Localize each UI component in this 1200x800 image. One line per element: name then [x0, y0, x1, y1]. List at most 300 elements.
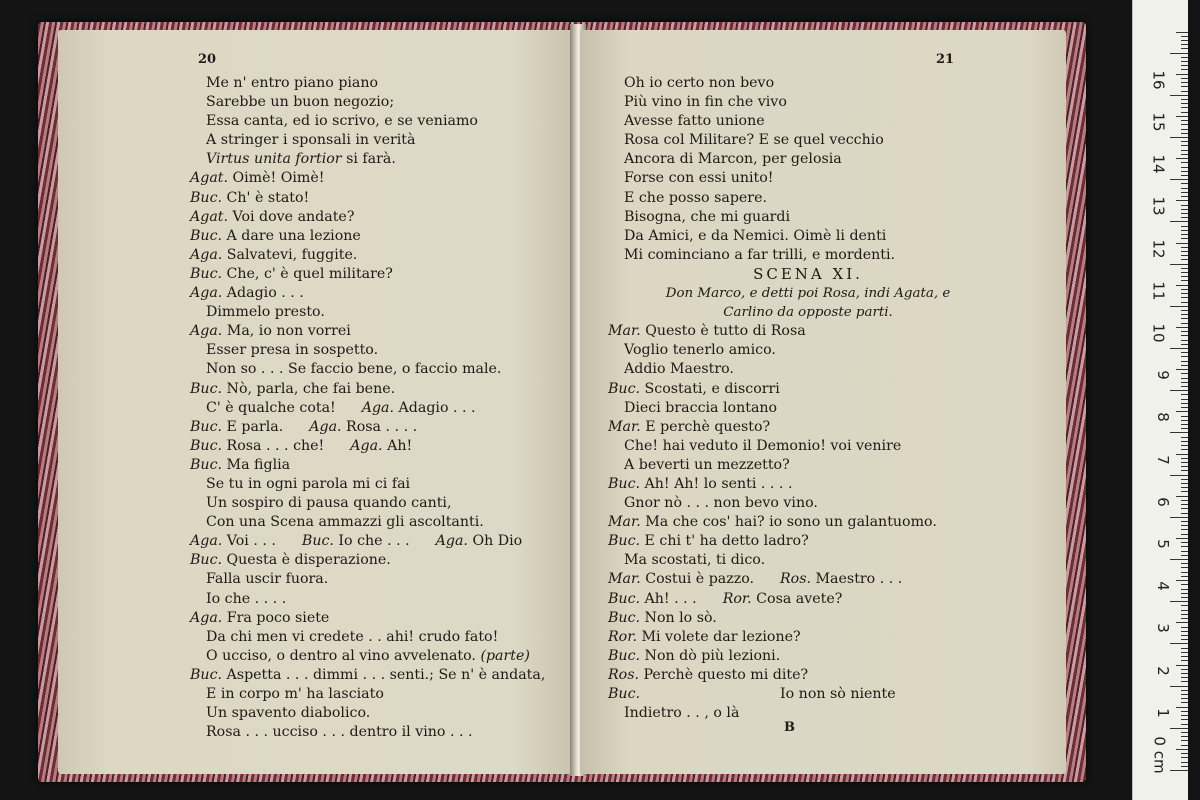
ruler-tick	[1181, 120, 1188, 121]
text-line	[608, 112, 1008, 131]
text-line	[190, 208, 545, 227]
ruler-tick	[1181, 230, 1188, 231]
ruler-tick	[1181, 394, 1188, 395]
ruler-tick	[1181, 698, 1188, 699]
ruler-tick	[1181, 631, 1188, 632]
ruler-tick	[1170, 643, 1188, 644]
ruler-tick	[1181, 162, 1188, 163]
ruler-tick	[1181, 323, 1188, 324]
ruler-tick	[1181, 677, 1188, 678]
speaker-name: Buc.	[608, 533, 641, 550]
line-text: Maestro . . .	[811, 571, 903, 588]
text-line	[190, 570, 545, 589]
ruler-tick	[1181, 69, 1188, 70]
ruler-tick	[1181, 361, 1188, 362]
speaker-name: Buc.	[608, 647, 641, 664]
ruler-tick	[1170, 559, 1188, 560]
ruler-tick	[1181, 483, 1188, 484]
ruler-tick	[1181, 344, 1188, 345]
speaker-name: Mar.	[608, 323, 641, 340]
ruler-tick	[1181, 238, 1188, 239]
ruler-number: 3	[1154, 623, 1173, 634]
ruler-tick	[1170, 475, 1188, 476]
line-text: Ma figlia	[222, 456, 291, 473]
right-page-text	[608, 74, 1008, 723]
line-text: Scostati, e discorri	[640, 380, 780, 397]
text-line	[608, 647, 1008, 666]
ruler-tick	[1176, 243, 1188, 244]
ruler-tick	[1181, 293, 1188, 294]
text-line	[190, 322, 545, 341]
line-text: E chi t' ha detto ladro?	[640, 533, 809, 550]
ruler-tick	[1181, 40, 1188, 41]
ruler-tick	[1181, 424, 1188, 425]
ruler-tick	[1181, 736, 1188, 737]
text-line	[190, 150, 545, 169]
ruler-tick	[1181, 715, 1188, 716]
ruler-tick	[1181, 251, 1188, 252]
ruler-tick	[1170, 95, 1188, 96]
text-line	[608, 341, 1008, 360]
ruler-tick	[1181, 171, 1188, 172]
ruler-tick	[1181, 99, 1188, 100]
ruler-tick	[1181, 513, 1188, 514]
line-text: Non so . . . Se faccio bene, o faccio male.	[206, 361, 502, 378]
text-line	[190, 590, 545, 609]
line-text: Ma, io non vorrei	[222, 323, 351, 340]
ruler-tick	[1176, 32, 1188, 33]
signature-mark: B	[784, 720, 795, 735]
speaker-name: Agat.	[190, 208, 228, 225]
ruler-tick	[1181, 618, 1188, 619]
speaker-name: Buc.	[190, 227, 223, 244]
line-text: Voi dove andate?	[228, 208, 355, 225]
speaker-name: Buc.	[190, 189, 223, 206]
ruler-tick	[1181, 584, 1188, 585]
text-line	[190, 685, 545, 704]
line-text: Mi volete dar lezione?	[636, 628, 801, 645]
text-line	[608, 380, 1008, 399]
ruler-tick	[1176, 749, 1188, 750]
ruler-tick	[1181, 740, 1188, 741]
ruler-number: 2	[1154, 665, 1173, 676]
ruler-tick	[1176, 411, 1188, 412]
ruler-tick	[1181, 719, 1188, 720]
speaker-name: Buc.	[608, 686, 641, 702]
speaker-name: Mar.	[608, 514, 641, 531]
ruler-tick	[1176, 327, 1188, 328]
text-line	[608, 227, 1008, 246]
ruler-tick	[1181, 124, 1188, 125]
line-text: Più vino in fin che vivo	[624, 94, 787, 111]
line-text: Questa è disperazione.	[222, 552, 391, 569]
ruler-tick	[1181, 289, 1188, 290]
ruler-tick	[1176, 116, 1188, 117]
text-line	[608, 666, 1008, 685]
left-page	[58, 30, 576, 774]
ruler-tick	[1176, 665, 1188, 666]
text-line	[608, 418, 1008, 437]
speaker-name: Ror.	[608, 628, 637, 645]
ruler-number: 1	[1154, 708, 1173, 718]
line-text: Perchè questo mi dite?	[639, 666, 809, 683]
line-text: Non lo sò.	[640, 609, 717, 626]
line-text: Ah! . . .	[640, 590, 697, 607]
ruler-number: 0 cm	[1150, 736, 1169, 774]
ruler-tick	[1176, 200, 1188, 201]
line-text: Ma che cos' hai? io sono un galantuomo.	[640, 514, 937, 531]
ruler-tick	[1181, 724, 1188, 725]
ruler-tick	[1181, 175, 1188, 176]
ruler-tick	[1181, 462, 1188, 463]
ruler-tick	[1181, 407, 1188, 408]
ruler-tick	[1181, 656, 1188, 657]
speaker-name: Buc.	[608, 475, 641, 492]
ruler-tick	[1181, 192, 1188, 193]
speaker-name: Ros.	[608, 666, 640, 683]
ruler-number: 6	[1154, 497, 1173, 507]
ruler-tick	[1181, 466, 1188, 467]
ruler-tick	[1181, 639, 1188, 640]
line-text: Addio Maestro.	[624, 361, 734, 378]
text-line	[608, 590, 1008, 609]
text-line	[190, 169, 545, 188]
text-line	[190, 93, 545, 112]
speaker-name: Buc.	[190, 552, 223, 569]
ruler-tick	[1181, 521, 1188, 522]
ruler-tick	[1176, 707, 1188, 708]
ruler-tick	[1181, 280, 1188, 281]
ruler-tick	[1181, 681, 1188, 682]
text-line	[190, 380, 545, 399]
line-text: Nò, parla, che fai bene.	[222, 380, 396, 397]
text-line	[608, 551, 1008, 570]
line-text: Se tu in ogni parola mi ci fai	[206, 475, 411, 492]
text-line	[190, 704, 545, 723]
text-line	[608, 93, 1008, 112]
text-line	[190, 303, 545, 322]
text-line	[190, 284, 545, 303]
text-line	[608, 169, 1008, 188]
text-line	[608, 704, 1008, 723]
speaker-name: Aga.	[190, 285, 223, 302]
ruler-tick	[1181, 259, 1188, 260]
ruler-tick	[1181, 694, 1188, 695]
ruler-tick	[1176, 369, 1188, 370]
speaker-name: Aga.	[361, 399, 395, 416]
line-text: A beverti un mezzetto?	[624, 456, 790, 473]
line-text: Non dò più lezioni.	[640, 647, 781, 664]
speaker-name: Buc.	[301, 533, 334, 550]
ruler-tick	[1181, 276, 1188, 277]
stage-direction: Carlino da opposte parti.	[723, 305, 893, 321]
text-line	[608, 189, 1008, 208]
speaker-name: Aga.	[350, 437, 383, 454]
ruler-tick	[1181, 508, 1188, 509]
text-line	[190, 666, 545, 685]
speaker-name: Mar.	[608, 571, 641, 588]
text-line	[608, 685, 1008, 704]
line-text: Adagio . . .	[394, 399, 476, 416]
ruler-tick	[1181, 365, 1188, 366]
text-line	[190, 437, 545, 456]
line-text: Da Amici, e da Nemici. Oimè li denti	[624, 227, 887, 244]
ruler-tick	[1181, 272, 1188, 273]
line-text: Rosa . . . che!	[222, 437, 325, 454]
ruler-tick	[1176, 158, 1188, 159]
right-page	[580, 30, 1066, 774]
ruler-tick	[1181, 525, 1188, 526]
ruler-tick	[1181, 652, 1188, 653]
ruler-tick	[1170, 306, 1188, 307]
ruler-tick	[1181, 386, 1188, 387]
line-text: Falla uscir fuora.	[206, 571, 329, 588]
ruler-tick	[1181, 82, 1188, 83]
text-line	[608, 456, 1008, 475]
ruler-tick	[1181, 196, 1188, 197]
line-text: Adagio . . .	[222, 285, 304, 302]
ruler-number: 7	[1154, 454, 1173, 465]
text-line	[190, 494, 545, 513]
ruler-tick	[1170, 686, 1188, 687]
speaker-name: Buc.	[190, 437, 223, 454]
text-line	[608, 570, 1008, 589]
ruler-number: 10	[1149, 323, 1168, 343]
ruler-tick	[1170, 517, 1188, 518]
ruler-tick	[1176, 285, 1188, 286]
ruler-tick	[1181, 441, 1188, 442]
ruler-tick	[1181, 732, 1188, 733]
text-line	[190, 360, 545, 379]
ruler-tick	[1181, 753, 1188, 754]
ruler-tick	[1181, 356, 1188, 357]
line-text: Avesse fatto unione	[624, 113, 765, 130]
ruler-tick	[1176, 496, 1188, 497]
text-line	[190, 475, 545, 494]
speaker-name: Aga.	[190, 533, 223, 550]
ruler-tick	[1181, 91, 1188, 92]
text-line	[608, 437, 1008, 456]
ruler-tick	[1181, 420, 1188, 421]
ruler-tick	[1181, 112, 1188, 113]
text-line	[608, 131, 1008, 150]
ruler-tick	[1181, 597, 1188, 598]
text-line	[190, 628, 545, 647]
scene-heading: SCENA XI.	[753, 264, 863, 283]
ruler-tick	[1181, 209, 1188, 210]
speaker-name: Agat.	[190, 170, 228, 187]
stage-direction: Don Marco, e detti poi Rosa, indi Agata, e	[665, 286, 951, 302]
ruler-tick	[1181, 65, 1188, 66]
speaker-name: Buc.	[608, 380, 641, 397]
speaker-name: Buc.	[608, 590, 641, 607]
ruler-number: 5	[1154, 539, 1173, 549]
ruler-tick	[1181, 428, 1188, 429]
ruler-tick	[1181, 247, 1188, 248]
ruler-tick	[1181, 567, 1188, 568]
ruler-tick	[1170, 264, 1188, 265]
speaker-name: Buc.	[190, 418, 223, 435]
ruler-tick	[1181, 757, 1188, 758]
speaker-name: Ror.	[722, 590, 752, 607]
ruler-tick	[1181, 470, 1188, 471]
line-text: E che posso sapere.	[624, 189, 767, 206]
ruler-tick	[1181, 44, 1188, 45]
ruler-tick	[1181, 352, 1188, 353]
ruler-tick	[1181, 268, 1188, 269]
ruler-tick	[1181, 555, 1188, 556]
ruler-tick	[1181, 762, 1188, 763]
line-text: Indietro . . , o là	[624, 705, 740, 722]
line-text: Rosa . . . ucciso . . . dentro il vino . . .	[206, 724, 473, 741]
line-text: Forse con essi unito!	[624, 170, 774, 187]
ruler-tick	[1181, 331, 1188, 332]
ruler-tick	[1170, 770, 1188, 771]
line-text: Me n' entro piano piano	[206, 75, 379, 91]
line-text: Sarebbe un buon negozio;	[206, 94, 395, 111]
line-text: si farà.	[341, 151, 396, 168]
line-text: Esser presa in sospetto.	[206, 342, 379, 359]
line-text: Aspetta . . . dimmi . . . senti.; Se n' è andata,	[222, 666, 546, 683]
ruler-tick	[1181, 648, 1188, 649]
text-line	[608, 265, 1008, 284]
speaker-name: Aga.	[190, 323, 223, 340]
ruler-tick	[1181, 529, 1188, 530]
line-text: O ucciso, o dentro al vino avvelenato.	[206, 647, 476, 664]
line-text: Questo è tutto di Rosa	[640, 323, 806, 340]
ruler-number: 15	[1149, 112, 1168, 132]
ruler-tick	[1181, 437, 1188, 438]
line-text: Un spavento diabolico.	[206, 705, 371, 722]
ruler-tick	[1181, 445, 1188, 446]
text-line	[608, 303, 1008, 322]
ruler-tick	[1170, 221, 1188, 222]
ruler-tick	[1176, 454, 1188, 455]
ruler-tick	[1181, 745, 1188, 746]
ruler-tick	[1181, 234, 1188, 235]
speaker-name: Buc.	[190, 265, 223, 282]
ruler-tick	[1181, 534, 1188, 535]
ruler-tick	[1181, 78, 1188, 79]
ruler-tick	[1181, 500, 1188, 501]
speaker-name: Aga.	[190, 246, 223, 263]
text-line	[190, 341, 545, 360]
line-text: Gnor nò . . . non bevo vino.	[624, 495, 818, 512]
ruler-tick	[1181, 542, 1188, 543]
line-text: Oimè! Oimè!	[228, 170, 325, 187]
line-text: Bisogna, che mi guardi	[624, 208, 791, 225]
ruler-tick	[1181, 711, 1188, 712]
text-line	[190, 74, 545, 93]
ruler-tick	[1181, 340, 1188, 341]
text-line	[190, 227, 545, 246]
ruler-tick	[1176, 74, 1188, 75]
ruler-number: 12	[1149, 239, 1168, 259]
line-text: Cosa avete?	[751, 590, 843, 607]
ruler-number: 13	[1149, 196, 1168, 216]
right-page-number: 21	[936, 52, 955, 67]
left-page-number: 20	[198, 52, 217, 67]
ruler-tick	[1181, 36, 1188, 37]
text-line	[190, 551, 545, 570]
ruler-tick	[1181, 458, 1188, 459]
ruler-tick	[1181, 605, 1188, 606]
line-text: Un sospiro di pausa quando canti,	[206, 495, 452, 512]
ruler-tick	[1181, 627, 1188, 628]
line-text: Ma scostati, ti dico.	[624, 552, 766, 569]
line-text: Che, c' è quel militare?	[222, 265, 393, 282]
text-line	[190, 647, 545, 666]
measuring-ruler	[1132, 0, 1188, 800]
ruler-tick	[1181, 226, 1188, 227]
text-line	[608, 150, 1008, 169]
line-text: Voi . . .	[222, 533, 276, 550]
ruler-tick	[1181, 183, 1188, 184]
ruler-tick	[1181, 86, 1188, 87]
line-text: Io non sò niente	[780, 686, 896, 702]
ruler-tick	[1181, 145, 1188, 146]
ruler-tick	[1181, 255, 1188, 256]
speaker-name: Aga.	[435, 533, 468, 550]
ruler-tick	[1181, 205, 1188, 206]
ruler-tick	[1181, 107, 1188, 108]
text-line	[190, 418, 545, 437]
text-line	[190, 456, 545, 475]
line-text: Con una Scena ammazzi gli ascoltanti.	[206, 514, 484, 531]
ruler-number: 4	[1154, 581, 1173, 591]
speaker-name: Buc.	[608, 609, 641, 626]
speaker-name: Aga.	[190, 609, 223, 626]
ruler-tick	[1181, 766, 1188, 767]
line-text: Costui è pazzo.	[640, 571, 754, 588]
ruler-tick	[1181, 403, 1188, 404]
text-line	[190, 112, 545, 131]
text-line	[608, 494, 1008, 513]
text-line	[190, 399, 545, 418]
ruler-tick	[1181, 133, 1188, 134]
ruler-tick	[1181, 378, 1188, 379]
ruler-number: 11	[1149, 281, 1168, 301]
ruler-tick	[1181, 167, 1188, 168]
ruler-tick	[1181, 399, 1188, 400]
ruler-tick	[1181, 57, 1188, 58]
text-line	[608, 246, 1008, 265]
ruler-tick	[1170, 348, 1188, 349]
line-text: Fra poco siete	[222, 609, 330, 626]
ruler-tick	[1181, 188, 1188, 189]
line-text: Io che . . .	[333, 533, 410, 550]
line-text: Oh io certo non bevo	[624, 75, 775, 91]
text-line	[608, 532, 1008, 551]
line-text: A stringer i sponsali in verità	[206, 132, 416, 149]
ruler-tick	[1181, 572, 1188, 573]
line-text: Che! hai veduto il Demonio! voi venire	[624, 437, 902, 454]
line-text: Ah! Ah! lo senti . . . .	[640, 475, 793, 492]
ruler-tick	[1181, 669, 1188, 670]
ruler-tick	[1176, 538, 1188, 539]
ruler-tick	[1176, 580, 1188, 581]
text-line	[608, 360, 1008, 379]
ruler-number: 16	[1149, 70, 1168, 90]
ruler-tick	[1181, 660, 1188, 661]
text-line	[608, 513, 1008, 532]
ruler-tick	[1181, 314, 1188, 315]
ruler-tick	[1170, 53, 1188, 54]
text-line	[608, 399, 1008, 418]
line-text: Oh Dio	[467, 533, 523, 550]
ruler-tick	[1181, 61, 1188, 62]
ruler-tick	[1181, 318, 1188, 319]
